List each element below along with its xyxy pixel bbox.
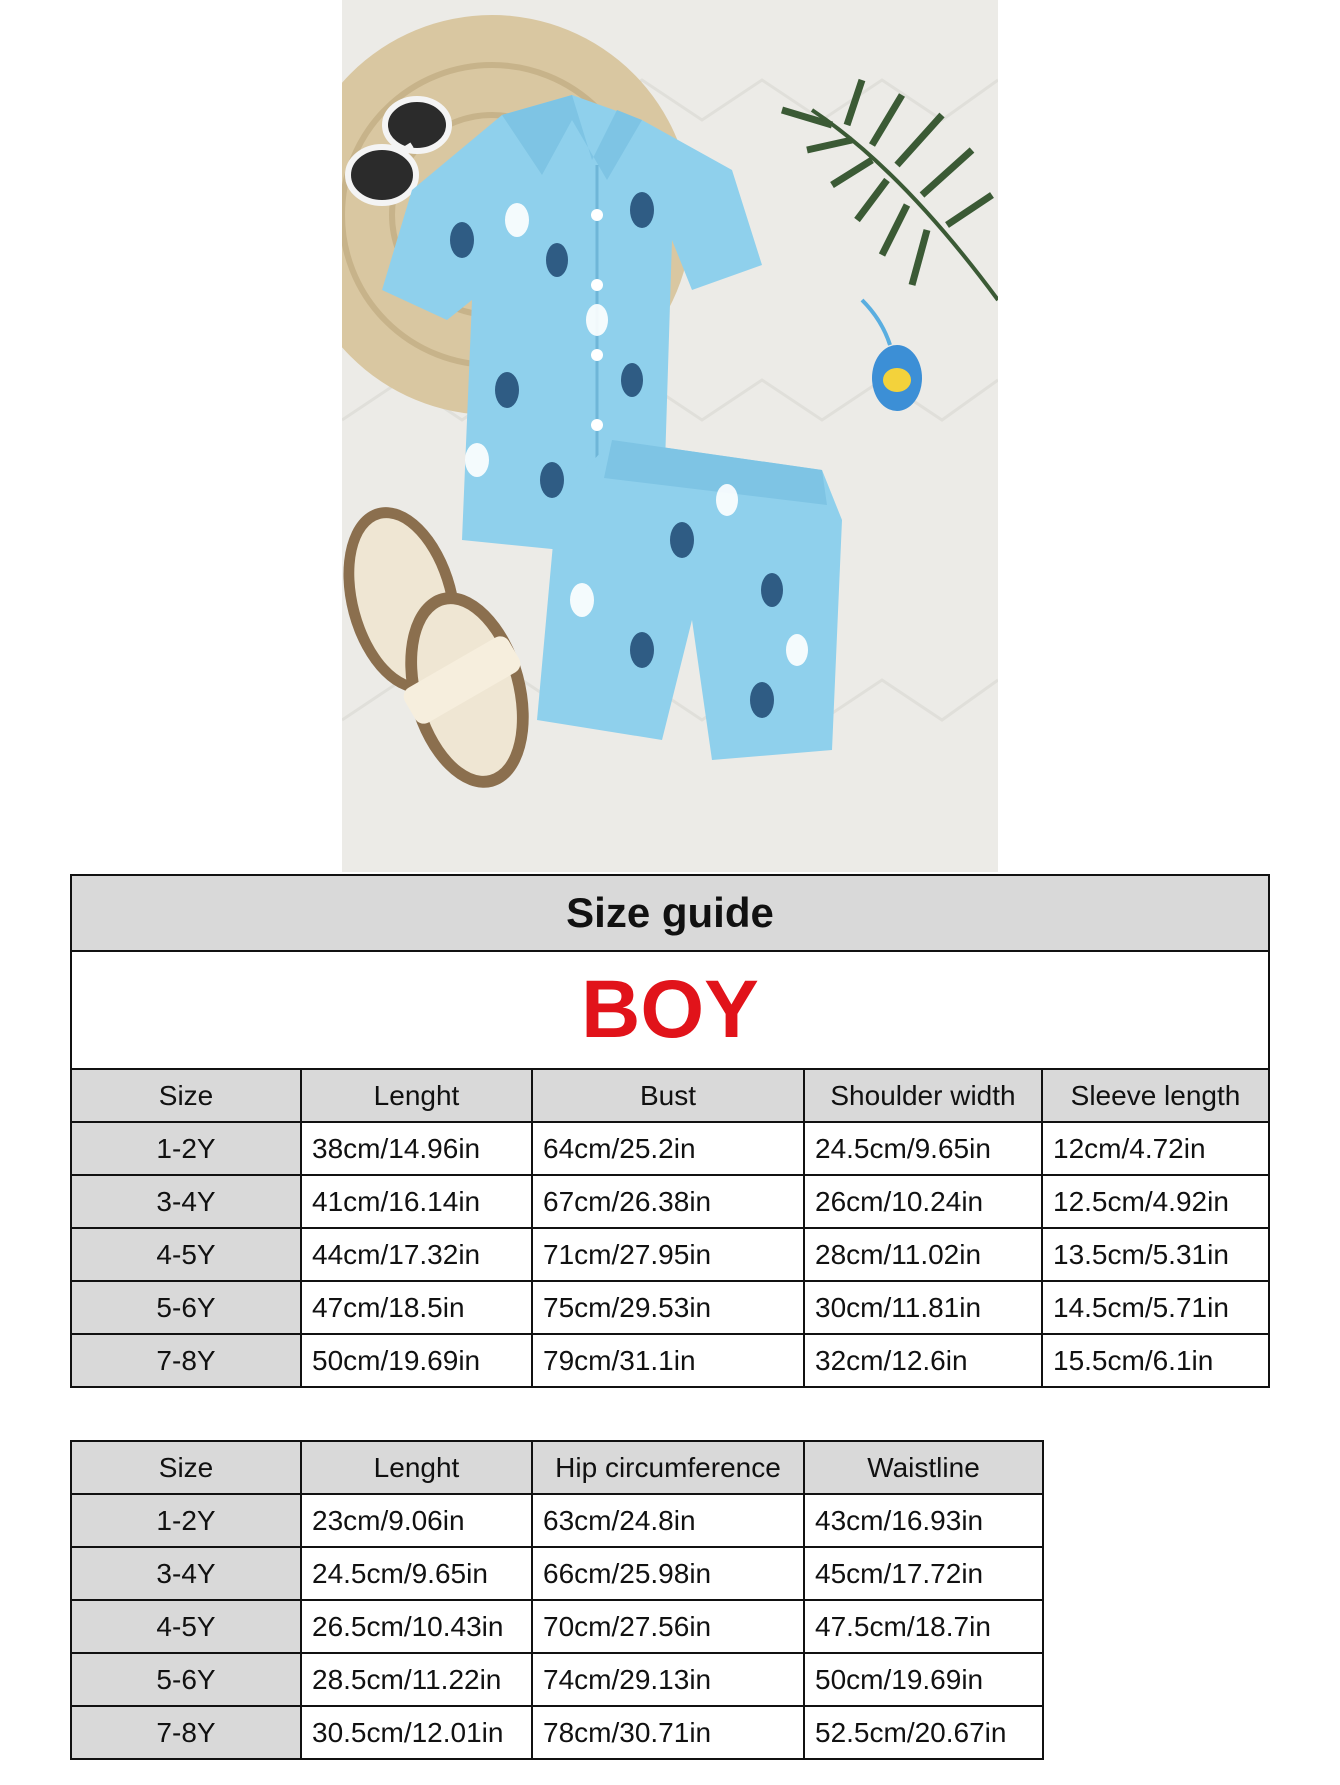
shoulder-cell: 24.5cm/9.65in <box>804 1122 1042 1175</box>
size-cell: 1-2Y <box>71 1122 301 1175</box>
table-row <box>71 1334 1269 1387</box>
shoulder-cell: 32cm/12.6in <box>804 1334 1042 1387</box>
bust-cell: 67cm/26.38in <box>532 1175 804 1228</box>
table-row <box>71 1600 1043 1653</box>
size-cell: 7-8Y <box>71 1334 301 1387</box>
size-cell: 5-6Y <box>71 1653 301 1706</box>
size-cell: 3-4Y <box>71 1547 301 1600</box>
table-row <box>71 1228 1269 1281</box>
table-row <box>71 1122 1269 1175</box>
product-photo-illustration <box>342 0 998 872</box>
sleeve-cell: 13.5cm/5.31in <box>1042 1228 1269 1281</box>
sleeve-cell: 14.5cm/5.71in <box>1042 1281 1269 1334</box>
length-cell: 50cm/19.69in <box>301 1334 532 1387</box>
table-row <box>71 1653 1043 1706</box>
hip-cell: 66cm/25.98in <box>532 1547 804 1600</box>
boy-label: BOY <box>71 951 1269 1069</box>
hip-cell: 78cm/30.71in <box>532 1706 804 1759</box>
sleeve-cell: 12cm/4.72in <box>1042 1122 1269 1175</box>
sleeve-cell: 15.5cm/6.1in <box>1042 1334 1269 1387</box>
header-sleeve-length: Sleeve length <box>1042 1069 1269 1122</box>
header-bust: Bust <box>532 1069 804 1122</box>
hip-cell: 74cm/29.13in <box>532 1653 804 1706</box>
header-length: Lenght <box>301 1441 532 1494</box>
table-header-row <box>71 1441 1043 1494</box>
size-guide <box>70 874 1268 1760</box>
size-cell: 7-8Y <box>71 1706 301 1759</box>
header-length: Lenght <box>301 1069 532 1122</box>
length-cell: 28.5cm/11.22in <box>301 1653 532 1706</box>
bust-cell: 79cm/31.1in <box>532 1334 804 1387</box>
table-row <box>71 1175 1269 1228</box>
bust-cell: 75cm/29.53in <box>532 1281 804 1334</box>
waist-cell: 45cm/17.72in <box>804 1547 1043 1600</box>
length-cell: 24.5cm/9.65in <box>301 1547 532 1600</box>
product-photo <box>342 0 998 872</box>
size-guide-top-table <box>70 874 1270 1388</box>
size-cell: 4-5Y <box>71 1228 301 1281</box>
size-guide-title: Size guide <box>71 875 1269 951</box>
hip-cell: 70cm/27.56in <box>532 1600 804 1653</box>
length-cell: 41cm/16.14in <box>301 1175 532 1228</box>
bust-cell: 71cm/27.95in <box>532 1228 804 1281</box>
bust-cell: 64cm/25.2in <box>532 1122 804 1175</box>
waist-cell: 43cm/16.93in <box>804 1494 1043 1547</box>
waist-cell: 52.5cm/20.67in <box>804 1706 1043 1759</box>
header-hip-circumference: Hip circumference <box>532 1441 804 1494</box>
boy-row <box>71 951 1269 1069</box>
length-cell: 23cm/9.06in <box>301 1494 532 1547</box>
waist-cell: 47.5cm/18.7in <box>804 1600 1043 1653</box>
size-cell: 3-4Y <box>71 1175 301 1228</box>
size-cell: 4-5Y <box>71 1600 301 1653</box>
shoulder-cell: 26cm/10.24in <box>804 1175 1042 1228</box>
header-shoulder-width: Shoulder width <box>804 1069 1042 1122</box>
header-size: Size <box>71 1441 301 1494</box>
length-cell: 44cm/17.32in <box>301 1228 532 1281</box>
table-row <box>71 1281 1269 1334</box>
table-row <box>71 1494 1043 1547</box>
length-cell: 47cm/18.5in <box>301 1281 532 1334</box>
hip-cell: 63cm/24.8in <box>532 1494 804 1547</box>
length-cell: 38cm/14.96in <box>301 1122 532 1175</box>
header-size: Size <box>71 1069 301 1122</box>
header-waistline: Waistline <box>804 1441 1043 1494</box>
title-row <box>71 875 1269 951</box>
size-guide-bottom-table <box>70 1440 1044 1760</box>
size-cell: 5-6Y <box>71 1281 301 1334</box>
length-cell: 30.5cm/12.01in <box>301 1706 532 1759</box>
size-cell: 1-2Y <box>71 1494 301 1547</box>
length-cell: 26.5cm/10.43in <box>301 1600 532 1653</box>
shoulder-cell: 30cm/11.81in <box>804 1281 1042 1334</box>
table-row <box>71 1547 1043 1600</box>
sleeve-cell: 12.5cm/4.92in <box>1042 1175 1269 1228</box>
table-row <box>71 1706 1043 1759</box>
waist-cell: 50cm/19.69in <box>804 1653 1043 1706</box>
shoulder-cell: 28cm/11.02in <box>804 1228 1042 1281</box>
table-gap <box>70 1388 1268 1440</box>
table-header-row <box>71 1069 1269 1122</box>
